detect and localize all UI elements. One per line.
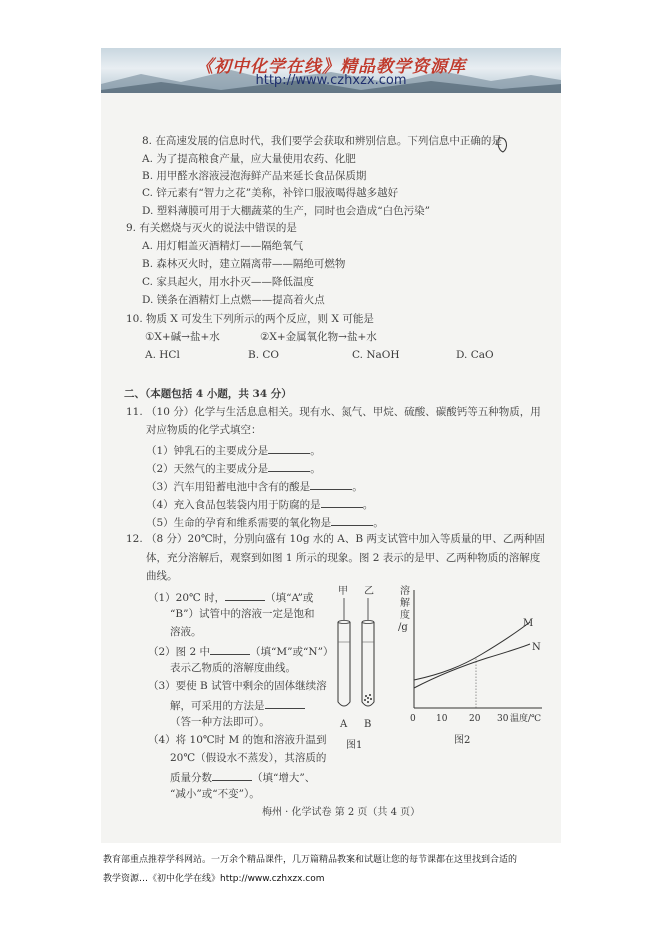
q8-stem: 8. 在高速发展的信息时代，我们要学会获取和辨别信息。下列信息中正确的是	[142, 135, 502, 147]
q9-option-a: A. 用灯帽盖灭酒精灯——隔绝氧气	[142, 240, 304, 252]
answer-blank[interactable]	[268, 443, 310, 454]
q12-part-4e: “减小”或“不变”）。	[170, 788, 260, 800]
q12-stem-2: 体，充分溶解后，观察到如图 1 所示的现象。图 2 表示的是甲、乙两种物质的溶解度	[146, 552, 541, 564]
q10-stem: 10. 物质 X 可发生下列所示的两个反应，则 X 可能是	[126, 313, 374, 325]
banner-title: 《初中化学在线》精品教学资源库	[196, 57, 466, 77]
ylabel-3: 度	[400, 610, 410, 621]
q8-option-d: D. 塑料薄膜可用于大棚蔬菜的生产，同时也会造成“白色污染”	[142, 205, 430, 217]
answer-blank[interactable]	[225, 590, 265, 601]
test-tube-a	[338, 622, 350, 706]
curve-n-label: N	[532, 642, 541, 653]
tick-20: 20	[469, 714, 481, 724]
ylabel-4: /g	[398, 622, 408, 633]
tick-0: 0	[410, 714, 416, 724]
q12-part-2c: 表示乙物质的溶解度曲线。	[170, 662, 296, 674]
ylabel-2: 解	[400, 598, 410, 609]
q12-stem-1: 12. （8 分）20℃时，分别向盛有 10g 水的 A、B 两支试管中加入等质量的甲、乙两种固	[126, 533, 545, 545]
answer-blank[interactable]	[210, 644, 250, 655]
ylabel-1: 溶	[400, 586, 410, 597]
q9-stem: 9. 有关燃烧与灭火的说法中错误的是	[126, 222, 297, 234]
x-axis-label: 温度/℃	[510, 714, 542, 724]
q10-reaction-2: ②X+金属氧化物→盐+水	[260, 331, 377, 343]
q10-option-d: D. CaO	[456, 349, 494, 361]
q11-item-2: （2）天然气的主要成分是 。	[146, 463, 321, 475]
label-yi: 乙	[364, 586, 374, 597]
q9-option-d: D. 镁条在酒精灯上点燃——提高着火点	[142, 294, 325, 306]
q8-option-a: A. 为了提高粮食产量，应大量使用农药、化肥	[142, 153, 356, 165]
label-a: A	[340, 719, 348, 730]
q11-item-4: （4）充入食品包装袋内用于防腐的是 。	[146, 499, 374, 511]
q10-option-a: A. HCl	[145, 349, 180, 361]
q10-reaction-1: ①X+碱→盐+水	[145, 331, 220, 343]
promo-line-2[interactable]: 教学资源…《初中化学在线》http://www.czhxzx.com	[103, 874, 325, 884]
section-heading: 二、（本题包括 4 小题，共 34 分）	[124, 388, 292, 400]
q10-option-b: B. CO	[248, 349, 280, 361]
curve-n	[414, 644, 530, 688]
pen-mark-icon	[495, 134, 511, 156]
answer-blank[interactable]	[321, 497, 363, 508]
tick-10: 10	[436, 714, 448, 724]
q12-part-1a: （1）20℃ 时， （填“A”或	[148, 592, 314, 604]
q12-part-3a: （3）要使 B 试管中剩余的固体继续溶	[148, 680, 327, 692]
q12-stem-3: 曲线。	[146, 570, 178, 582]
q12-part-3c: （答一种方法即可）。	[170, 716, 270, 728]
figure-1-test-tubes	[330, 582, 385, 752]
q10-option-c: C. NaOH	[352, 349, 400, 361]
test-tube-b	[362, 622, 374, 706]
q11-item-3: （3）汽车用铅蓄电池中含有的酸是 。	[146, 481, 363, 493]
q12-part-4a: （4）将 10℃时 M 的饱和溶液升温到	[148, 734, 327, 746]
curve-m	[414, 622, 530, 680]
undissolved-solid	[364, 694, 372, 703]
answer-blank[interactable]	[212, 770, 252, 781]
q12-part-4b: 20℃（假设水不蒸发），其溶质的	[170, 752, 327, 764]
q9-option-c: C. 家具起火，用水扑灭——降低温度	[142, 276, 314, 288]
figure-2-caption: 图2	[454, 735, 471, 746]
tick-30: 30	[497, 714, 509, 724]
q12-part-2a: （2）图 2 中 （填“M”或“N”）	[148, 646, 334, 658]
q11-stem-2: 对应物质的化学式填空：	[146, 424, 262, 436]
page-footer: 梅州 · 化学试卷 第 2 页（共 4 页）	[262, 807, 421, 818]
label-b: B	[364, 719, 372, 730]
curve-m-label: M	[523, 618, 534, 629]
q11-item-5: （5）生命的孕育和维系需要的氧化物是 。	[146, 517, 384, 529]
q12-part-3b: 解，可采用的方法是	[170, 698, 305, 713]
q9-option-b: B. 森林灭火时，建立隔离带——隔绝可燃物	[142, 258, 346, 270]
promo-line-1: 教育部重点推荐学科网站。一万余个精品课件，几万篇精品教案和试题让您的每节课都在这里找到合适的	[103, 855, 518, 865]
banner-url[interactable]: http://www.czhxzx.com	[255, 73, 407, 88]
q11-item-1: （1）钟乳石的主要成分是 。	[146, 445, 321, 457]
answer-blank[interactable]	[268, 461, 310, 472]
q8-option-b: B. 用甲醛水溶液浸泡海鲜产品来延长食品保质期	[142, 170, 367, 182]
figure-2-solubility-chart	[392, 580, 552, 755]
q8-option-c: C. 锌元素有“智力之花”美称，补锌口服液喝得越多越好	[142, 187, 399, 199]
q12-part-4c: 质量分数 （填“增大”、	[170, 772, 316, 784]
header-banner	[101, 48, 561, 93]
q12-part-1c: “B”）试管中的溶液一定是饱和	[170, 608, 315, 620]
q11-stem-1: 11. （10 分）化学与生活息息相关。现有水、氮气、甲烷、硫酸、碳酸钙等五种物质，用	[126, 406, 541, 418]
q12-part-1d: 溶液。	[170, 626, 202, 638]
answer-blank[interactable]	[310, 479, 352, 490]
figure-1-caption: 图1	[346, 740, 363, 751]
answer-blank[interactable]	[265, 698, 305, 709]
label-jia: 甲	[338, 586, 348, 597]
answer-blank[interactable]	[331, 515, 373, 526]
